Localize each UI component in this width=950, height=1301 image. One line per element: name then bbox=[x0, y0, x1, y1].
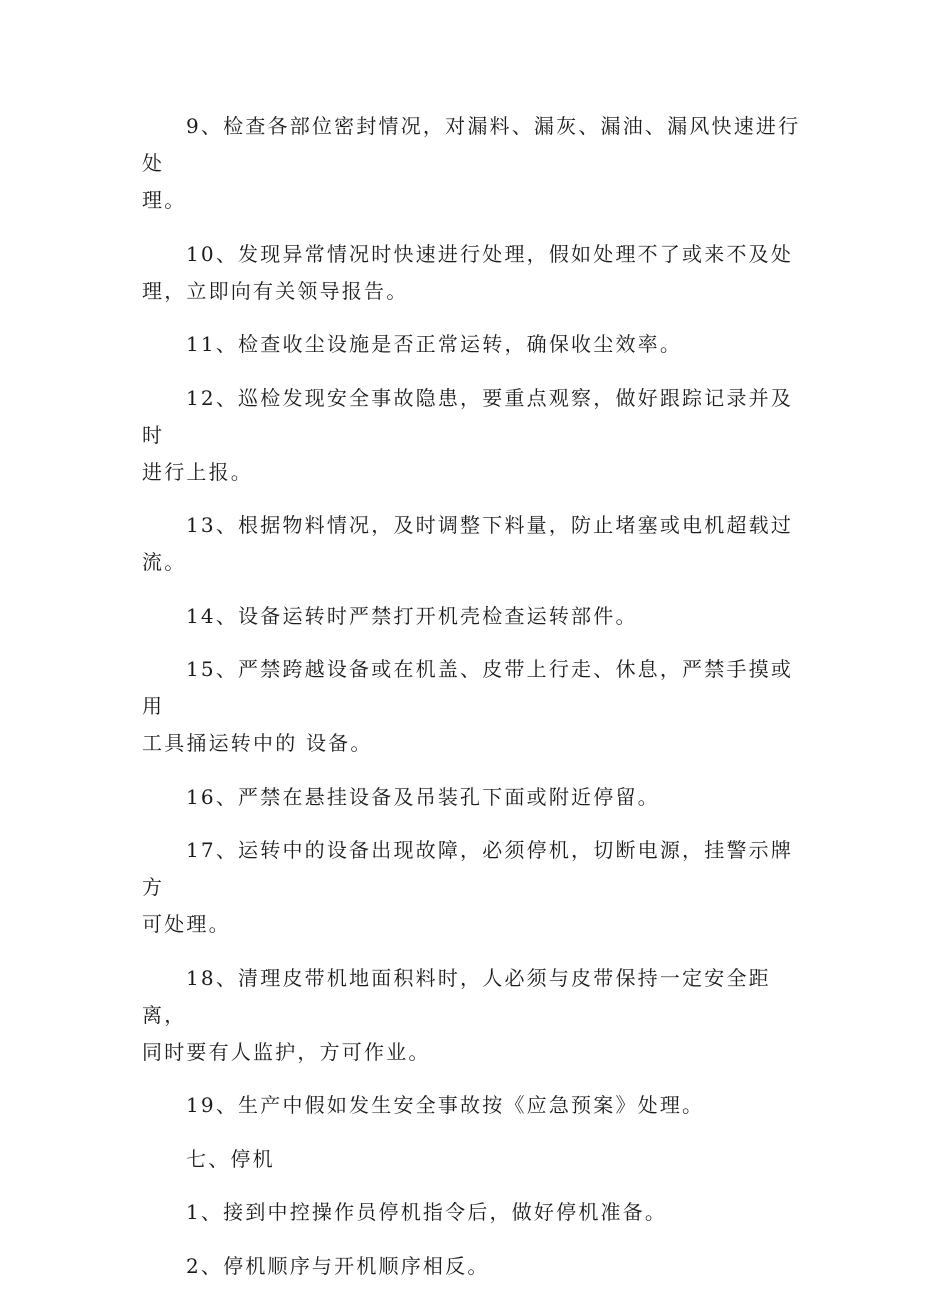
paragraph-line: 工具捅运转中的 设备。 bbox=[142, 731, 373, 755]
paragraph-item-17 bbox=[142, 832, 810, 943]
paragraph-line: 可处理。 bbox=[142, 912, 231, 936]
paragraph-line: 18、清理皮带机地面积料时，人必须与皮带保持一定安全距离， bbox=[142, 965, 771, 1027]
paragraph-line: 2、停机顺序与开机顺序相反。 bbox=[186, 1253, 490, 1278]
paragraph-item-18 bbox=[142, 960, 810, 1071]
document-body bbox=[142, 108, 810, 1301]
paragraph-item-9 bbox=[142, 108, 810, 219]
section-heading-text: 七、停机 bbox=[186, 1146, 275, 1171]
paragraph-line: 理，立即向有关领导报告。 bbox=[142, 278, 409, 303]
paragraph-line: 16、严禁在悬挂设备及吊装孔下面或附近停留。 bbox=[186, 784, 660, 809]
paragraph-line: 17、运转中的设备出现故障，必须停机，切断电源，挂警示牌方 bbox=[142, 838, 794, 899]
paragraph-line: 进行上报。 bbox=[142, 459, 253, 484]
paragraph-line: 10、发现异常情况时快速进行处理，假如处理不了或来不及处 bbox=[186, 241, 794, 266]
paragraph-line: 1、接到中控操作员停机指令后，做好停机准备。 bbox=[186, 1200, 668, 1224]
paragraph-line: 11、检查收尘设施是否正常运转，确保收尘效率。 bbox=[186, 332, 683, 356]
paragraph-item-19 bbox=[142, 1087, 810, 1124]
paragraph-line: 12、巡检发现安全事故隐患，要重点观察，做好跟踪记录并及时 bbox=[142, 385, 794, 447]
paragraph-item-14 bbox=[142, 598, 810, 635]
paragraph-item-13 bbox=[142, 507, 810, 581]
paragraph-line: 15、严禁跨越设备或在机盖、皮带上行走、休息，严禁手摸或用 bbox=[142, 657, 794, 718]
paragraph-item-2 bbox=[142, 1248, 810, 1285]
paragraph-line: 流。 bbox=[142, 550, 187, 574]
paragraph-item-12 bbox=[142, 380, 810, 491]
paragraph-line: 同时要有人监护，方可作业。 bbox=[142, 1039, 431, 1064]
paragraph-item-1 bbox=[142, 1194, 810, 1231]
paragraph-item-15 bbox=[142, 651, 810, 762]
paragraph-line: 9、检查各部位密封情况，对漏料、漏灰、漏油、漏风快速进行处 bbox=[142, 114, 801, 175]
paragraph-item-11 bbox=[142, 326, 810, 363]
paragraph-line: 14、设备运转时严禁打开机壳检查运转部件。 bbox=[186, 603, 638, 628]
paragraph-line: 理。 bbox=[142, 188, 187, 212]
paragraph-item-16 bbox=[142, 779, 810, 816]
paragraph-line: 13、根据物料情况，及时调整下料量，防止堵塞或电机超载过 bbox=[186, 513, 794, 537]
paragraph-line: 19、生产中假如发生安全事故按《应急预案》处理。 bbox=[186, 1093, 705, 1117]
paragraph-item-10 bbox=[142, 236, 810, 310]
section-heading bbox=[142, 1141, 810, 1178]
